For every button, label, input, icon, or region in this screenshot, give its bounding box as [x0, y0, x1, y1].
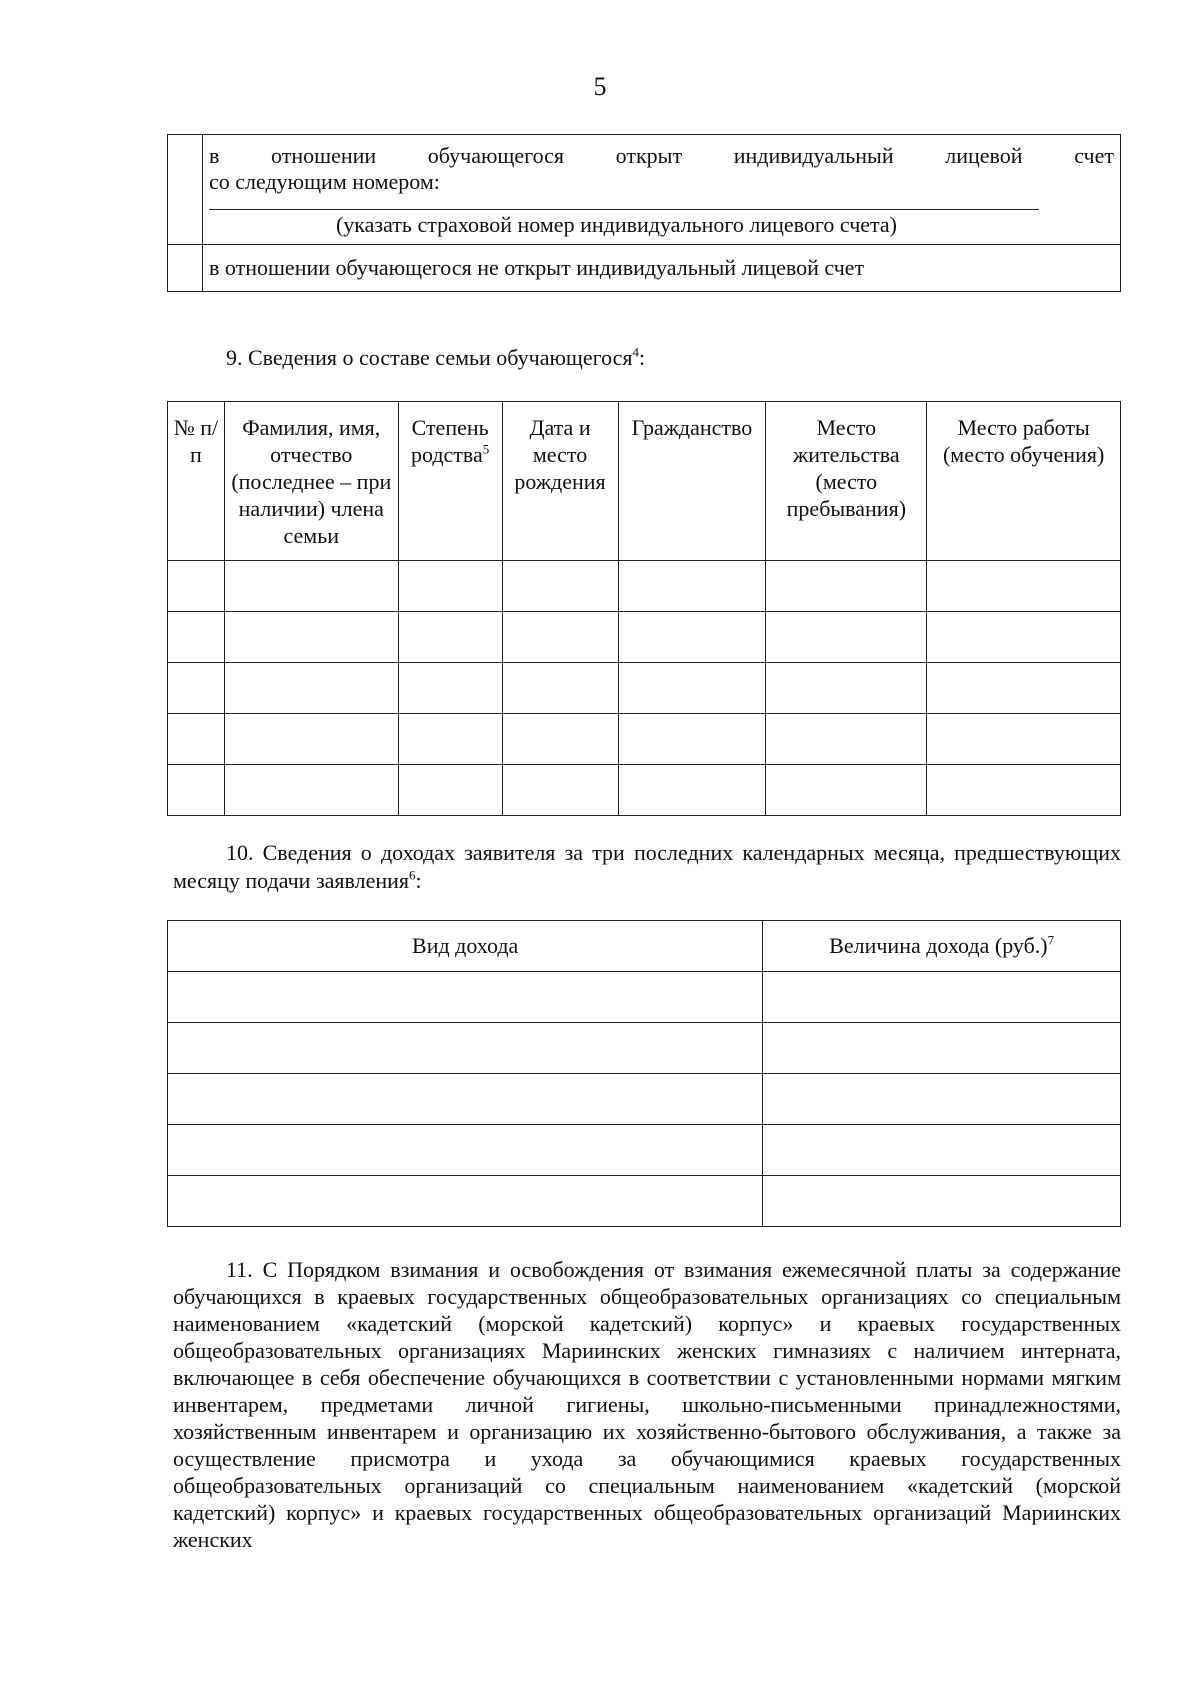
- table-cell[interactable]: [618, 663, 766, 714]
- table-cell[interactable]: [398, 663, 502, 714]
- word: открыт: [615, 143, 683, 168]
- table-row: [168, 561, 1121, 612]
- heading-suffix: :: [639, 345, 646, 370]
- table-row: [168, 1074, 1121, 1125]
- table-cell[interactable]: [168, 612, 225, 663]
- table-cell[interactable]: [168, 663, 225, 714]
- family-table-header: [168, 402, 1121, 561]
- footnote-ref: 7: [1047, 932, 1055, 948]
- table-cell[interactable]: [618, 765, 766, 816]
- table-cell[interactable]: [224, 714, 398, 765]
- table-cell[interactable]: [766, 765, 927, 816]
- table-cell[interactable]: [502, 663, 618, 714]
- table-cell[interactable]: [763, 972, 1121, 1023]
- col-income-type: Вид дохода: [168, 921, 763, 972]
- account-options-table: [167, 134, 1121, 292]
- income-table: [167, 920, 1121, 1227]
- table-row: [168, 714, 1121, 765]
- table-cell[interactable]: [927, 612, 1121, 663]
- table-cell[interactable]: [398, 765, 502, 816]
- table-row: [168, 1176, 1121, 1227]
- table-cell[interactable]: [168, 1023, 763, 1074]
- heading-suffix: :: [415, 868, 422, 893]
- account-open-line2: со следующим номером:: [209, 169, 440, 194]
- table-cell[interactable]: [168, 561, 225, 612]
- account-closed-checkbox[interactable]: [168, 245, 203, 292]
- table-cell[interactable]: [927, 765, 1121, 816]
- income-table-header: [168, 921, 1121, 972]
- account-number-field[interactable]: [209, 209, 1039, 210]
- account-closed-text: в отношении обучающегося не открыт индивидуальный лицевой счет: [203, 245, 1121, 292]
- table-cell[interactable]: [618, 714, 766, 765]
- word: обучающегося: [427, 143, 565, 168]
- table-row: [168, 663, 1121, 714]
- table-cell[interactable]: [618, 561, 766, 612]
- table-cell[interactable]: [766, 612, 927, 663]
- table-cell[interactable]: [766, 561, 927, 612]
- table-cell[interactable]: [927, 663, 1121, 714]
- footnote-ref: 4: [632, 344, 640, 360]
- account-open-checkbox[interactable]: [168, 135, 203, 245]
- section10-heading: [173, 839, 1121, 895]
- col-relation: [398, 402, 502, 561]
- account-closed-row: [168, 245, 1121, 292]
- table-cell[interactable]: [168, 1125, 763, 1176]
- table-cell[interactable]: [502, 612, 618, 663]
- table-cell[interactable]: [927, 561, 1121, 612]
- family-table: [167, 401, 1121, 816]
- table-cell[interactable]: [502, 765, 618, 816]
- account-open-cell: [203, 135, 1121, 245]
- table-cell[interactable]: [927, 714, 1121, 765]
- col-income-amount: [763, 921, 1121, 972]
- footnote-ref: 5: [482, 441, 490, 457]
- account-open-line1: [209, 143, 1114, 169]
- word: в: [209, 143, 220, 168]
- table-cell[interactable]: [224, 765, 398, 816]
- page-number: 5: [593, 72, 607, 101]
- section11-paragraph: 11. С Порядком взимания и освобождения от взимания ежемесячной платы за содержание обучающихся в краевых государственных общеобразовательных организациях со специальным наименованием «кадетский (морской кадетский) корпус» и краевых государственных общеобразовательных организациях Мариинских женских гимназиях с наличием интерната, включающее в себя обеспечение обучающихся в соответствии с установленными нормами мягким инвентарем, предметами личной гигиены, школьно-письменными принадлежностями, хозяйственным инвентарем и организацию их хозяйственно-бытового обслуживания, а также за осуществление присмотра и ухода за обучающимися краевых государственных общеобразовательных организаций со специальным наименованием «кадетский (морской кадетский) корпус» и краевых государственных общеобразовательных организаций Мариинских женских: [173, 1257, 1121, 1552]
- table-row: [168, 765, 1121, 816]
- col-full-name: Фамилия, имя, отчество (последнее – при наличии) члена семьи: [224, 402, 398, 561]
- table-row: [168, 1023, 1121, 1074]
- word: отношении: [271, 143, 377, 168]
- table-cell[interactable]: [502, 561, 618, 612]
- account-number-caption: (указать страховой номер индивидуального лицевого счета): [335, 212, 898, 237]
- table-cell[interactable]: [168, 1074, 763, 1125]
- section10-heading-text: 10. Сведения о доходах заявителя за три последних календарных месяца, предшествующих месяцу подачи заявления: [173, 840, 1121, 893]
- word: лицевой: [945, 143, 1023, 168]
- footnote-ref: 6: [409, 867, 416, 883]
- account-open-row: [168, 135, 1121, 245]
- table-row: [168, 1125, 1121, 1176]
- table-cell[interactable]: [168, 714, 225, 765]
- section9-heading-text: 9. Сведения о составе семьи обучающегося: [226, 345, 633, 370]
- word: счет: [1074, 143, 1114, 168]
- table-row: [168, 972, 1121, 1023]
- table-cell[interactable]: [224, 663, 398, 714]
- table-cell[interactable]: [168, 1176, 763, 1227]
- table-cell[interactable]: [763, 1125, 1121, 1176]
- table-cell[interactable]: [618, 612, 766, 663]
- table-cell[interactable]: [224, 561, 398, 612]
- section9-heading: [226, 344, 645, 372]
- table-cell[interactable]: [168, 972, 763, 1023]
- word: индивидуальный: [733, 143, 894, 168]
- col-residence: Место жительства (место пребывания): [766, 402, 927, 561]
- table-cell[interactable]: [763, 1074, 1121, 1125]
- table-cell[interactable]: [224, 612, 398, 663]
- col-relation-label: Степень родства: [410, 415, 489, 467]
- col-birth: Дата и место рождения: [502, 402, 618, 561]
- col-number: № п/п: [168, 402, 225, 561]
- table-cell[interactable]: [766, 663, 927, 714]
- table-cell[interactable]: [398, 561, 502, 612]
- col-income-amount-label: Величина дохода (руб.): [829, 933, 1048, 958]
- table-cell[interactable]: [763, 1023, 1121, 1074]
- table-cell[interactable]: [763, 1176, 1121, 1227]
- table-cell[interactable]: [398, 612, 502, 663]
- table-cell[interactable]: [766, 714, 927, 765]
- table-cell[interactable]: [502, 714, 618, 765]
- col-work: Место работы (место обучения): [927, 402, 1121, 561]
- col-citizenship: Гражданство: [618, 402, 766, 561]
- table-row: [168, 612, 1121, 663]
- table-cell[interactable]: [398, 714, 502, 765]
- table-cell[interactable]: [168, 765, 225, 816]
